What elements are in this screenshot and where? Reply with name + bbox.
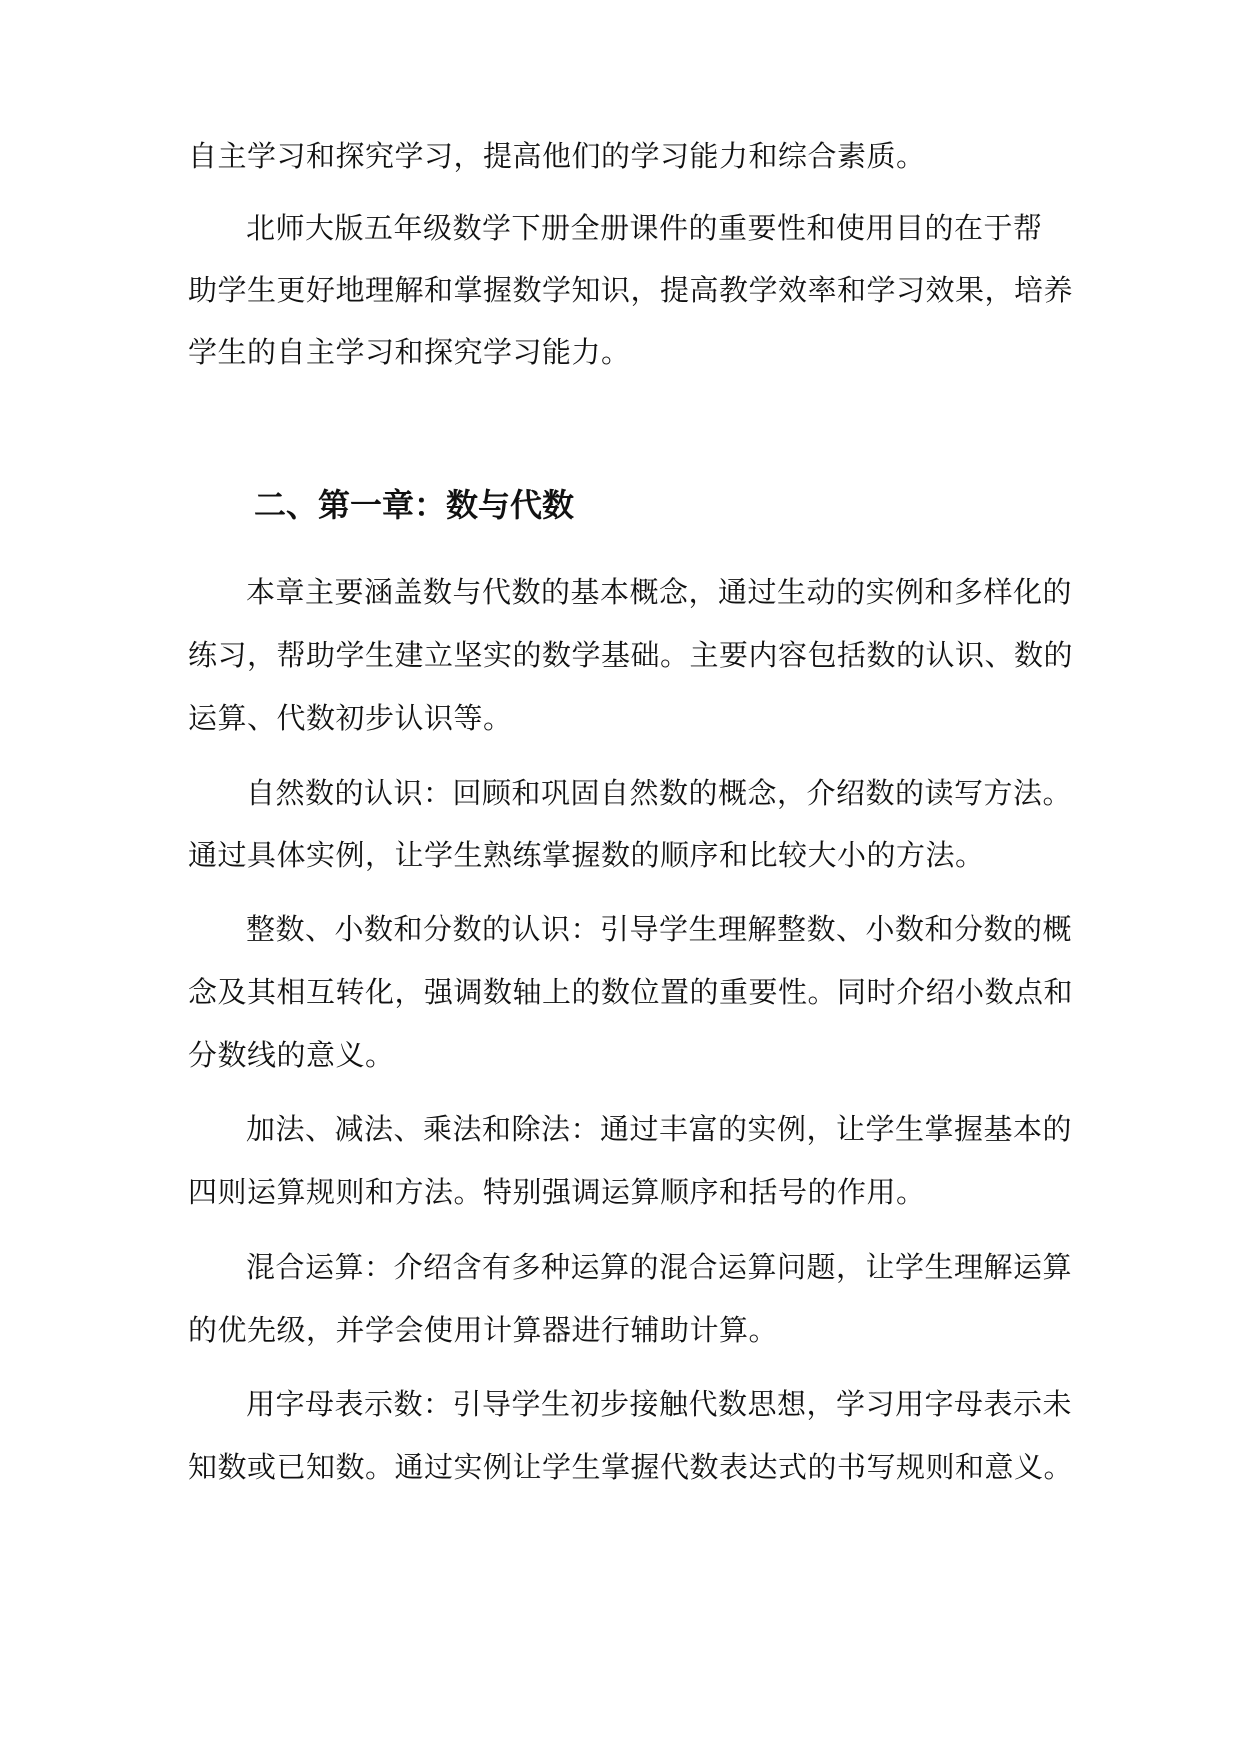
- natural-numbers-paragraph-line: 通过具体实例，让学生熟练掌握数的顺序和比较大小的方法。: [188, 838, 985, 872]
- summary-paragraph-line: 学生的自主学习和探究学习能力。: [188, 335, 631, 369]
- natural-numbers-paragraph-line: 自然数的认识：回顾和巩固自然数的概念，介绍数的读写方法。: [246, 776, 1073, 810]
- number-types-paragraph-line: 念及其相互转化，强调数轴上的数位置的重要性。同时介绍小数点和: [188, 975, 1074, 1009]
- four-operations-paragraph-line: 加法、减法、乘法和除法：通过丰富的实例，让学生掌握基本的: [246, 1112, 1073, 1146]
- number-types-paragraph-line: 分数线的意义。: [188, 1038, 395, 1072]
- mixed-operations-paragraph-line: 混合运算：介绍含有多种运算的混合运算问题，让学生理解运算: [246, 1250, 1073, 1284]
- number-types-paragraph-line: 整数、小数和分数的认识：引导学生理解整数、小数和分数的概: [246, 912, 1073, 946]
- overview-paragraph-line: 练习，帮助学生建立坚实的数学基础。主要内容包括数的认识、数的: [188, 638, 1074, 672]
- intro-paragraph-line: 自主学习和探究学习，提高他们的学习能力和综合素质。: [188, 139, 926, 173]
- letters-as-numbers-paragraph-line: 知数或已知数。通过实例让学生掌握代数表达式的书写规则和意义。: [188, 1450, 1074, 1484]
- letters-as-numbers-paragraph-line: 用字母表示数：引导学生初步接触代数思想，学习用字母表示未: [246, 1387, 1073, 1421]
- summary-paragraph-line: 北师大版五年级数学下册全册课件的重要性和使用目的在于帮: [246, 211, 1043, 245]
- chapter-heading: 二、第一章：数与代数: [254, 486, 575, 524]
- mixed-operations-paragraph-line: 的优先级，并学会使用计算器进行辅助计算。: [188, 1313, 779, 1347]
- summary-paragraph-line: 助学生更好地理解和掌握数学知识，提高教学效率和学习效果，培养: [188, 273, 1074, 307]
- overview-paragraph-line: 运算、代数初步认识等。: [188, 701, 513, 735]
- overview-paragraph-line: 本章主要涵盖数与代数的基本概念，通过生动的实例和多样化的: [246, 575, 1073, 609]
- four-operations-paragraph-line: 四则运算规则和方法。特别强调运算顺序和括号的作用。: [188, 1175, 926, 1209]
